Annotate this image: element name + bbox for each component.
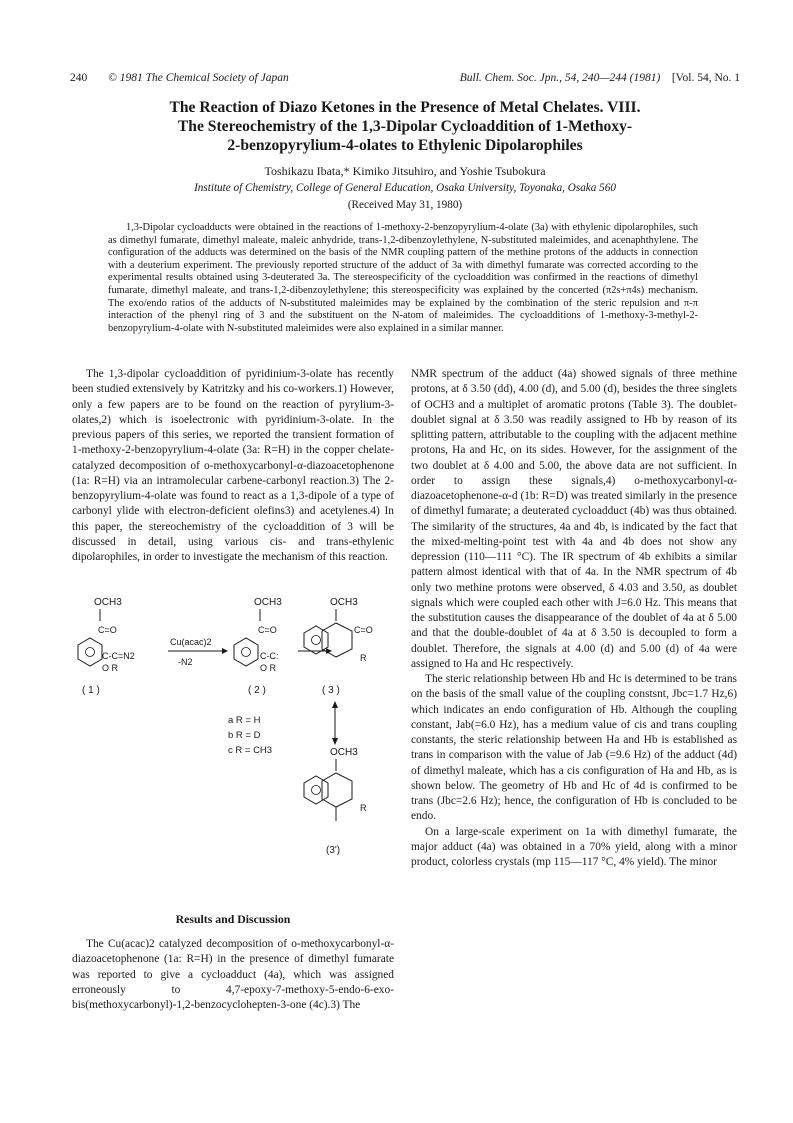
structure-1 [78, 597, 135, 696]
article-title [60, 98, 750, 155]
structure-2-carbonyl: C=O [258, 625, 277, 635]
copyright-line: © 1981 The Chemical Society of Japan [108, 72, 289, 84]
left-column-results [72, 937, 394, 1013]
right-paragraph-2: The steric relationship between Hb and Hc is determined to be trans on the basis of the small value of the coupling constsnt, Jbc=1.7 Hz,6) which indicates an endo configuration of Hb. Although the coupling constant, Jab(=6.0 Hz), has a medium value of cis and trans coupling constants, the steric relationship between Ha and Hb is established as trans in comparison with the value of Jab (=9.6 Hz) of the adduct (4d) of dimethyl maleate, which has a cis configuration of Ha and Hb, as is shown below. The geometry of Hb and Hc of 4d is confirmed to be trans (Jbc=2.6 Hz); hence, the configuration of Hb is concluded to be endo. [411, 673, 737, 823]
variant-a: a R = H [228, 715, 261, 726]
running-head-right [460, 72, 740, 84]
structure-2-substituents: O R [260, 663, 277, 673]
structure-3-och3: OCH3 [330, 597, 358, 608]
structure-3p-och3: OCH3 [330, 747, 358, 758]
reaction-scheme [72, 593, 394, 893]
author-list: Toshikazu Ibata,* Kimiko Jitsuhiro, and Yoshie Tsubokura [264, 164, 546, 178]
affiliation: Institute of Chemistry, College of General Education, Osaka University, Toyonaka, Osaka 560 [194, 182, 616, 194]
running-head-left [70, 72, 289, 84]
page-number: 240 [70, 72, 88, 84]
title-line-2: The Stereochemistry of the 1,3-Dipolar Cycloaddition of 1-Methoxy- [177, 118, 633, 135]
variant-c: c R = CH3 [228, 745, 273, 756]
structure-1-substituents: O R [102, 663, 119, 673]
title-line-1: The Reaction of Diazo Ketones in the Presence of Metal Chelates. VIII. [169, 99, 641, 116]
structure-3-oxygen: C=O [354, 625, 373, 635]
volume-info: [Vol. 54, No. 1 [671, 72, 740, 84]
structure-2 [234, 597, 282, 696]
right-paragraph-1: NMR spectrum of the adduct (4a) showed signals of three methine protons, at δ 3.50 (dd), 4.00 (d), and 5.00 (d), besides the three singlets of OCH3 and a multiplet of aromatic protons (Table 3). The doublet-doublet signal at δ 3.50 was readily assigned to Hb by reason of its splitting pattern, attributable to the coupling with the adjacent methine protons, Ha and Hc, on its sides. However, for the assignment of the two doublet at δ 4.00 and 5.00, the above data are not sufficient. In order to assign these signals,4) o-methoxycarbonyl-α-diazoacetophenone-α-d (1b: R=D) was treated similarly in the presence of dimethyl fumarate; a deuterated cycloadduct (4b) was thus obtained. The similarity of the structures, 4a and 4b, is indicated by the fact that the mixed-melting-point test with 4a and 4b does not show any depression (110—111 °C). The IR spectrum of 4b exhibits a similar pattern almost identical with that of 4a. In the NMR spectrum of 4b only two methine protons were observed, δ 4.03 and 3.50, as doublet signals which were coupled each other with J=6.0 Hz. This means that the substitution causes the disappearance of the doublet of 4a at δ 5.00 and that the double-doublet of 4a at δ 3.50 is decoupled to form a doublet. Therefore, the signals at 4.00 (d) and 5.00 (d) of 4a were assigned to Ha and Hc respectively. [411, 368, 737, 670]
structure-2-carbene: C-C: [260, 651, 279, 661]
journal-citation: Bull. Chem. Soc. Jpn., 54, 240—244 (1981) [459, 72, 661, 84]
intro-paragraph: The 1,3-dipolar cycloaddition of pyridinium-3-olate has recently been studied extensively by Katritzky and his co-workers.1) However, only a few papers are to be found on the reaction of pyrylium-3-olates,2) which is isoelectronic with pyridinium-3-olate. In the previous papers of this series, we reported the transient formation of 1-methoxy-2-benzopyrylium-4-olate (3a: R=H) in the copper chelate-catalyzed decomposition of o-methoxycarbonyl-α-diazoacetophenone (1a: R=H) via an intramolecular carbene-carbonyl reaction.3) The 2-benzopyrylium-4-olate was found to react as a 1,3-dipole of a type of carbonyl ylide with electron-deficient olefins3) and acetylenes.4) In this paper, the stereochemistry of the cycloaddition of 3 will be discussed in detail, using various cis- and trans-ethylenic dipolarophiles, in order to investigate the mechanism of this reaction. [72, 368, 394, 563]
abstract: 1,3-Dipolar cycloadducts were obtained in the reactions of 1-methoxy-2-benzopyrylium-4-olate (3a) with ethylenic dipolarophiles, such as dimethyl fumarate, dimethyl maleate, maleic anhydride, trans-1,2-dibenzoylethylene, N-substituted maleimides, and acenaphthylene. The configuration of the adducts was determined on the basis of the NMR coupling pattern of the methine protons of the adducts in connection with a deuterium experiment. The previously reported structure of the adduct of 3a with dimethyl fumarate was corrected according to the experimental results obtained using 3-deuterated 3a. The stereospecificity of the cycloaddition was confirmed in the reactions of dimethyl fumarate, dimethyl maleate, and trans-1,2-dibenzoylethylene; this stereospecificity was explained by the concerted (π2s+π4s) mechanism. The exo/endo ratios of the adducts of N-substituted maleimides may be explained by the combination of the steric repulsion and π-π interaction of the phenyl ring of 3 and the substituent on the N-atom of maleimides. The cycloadditions of 1-methoxy-3-methyl-2-benzopyrylium-4-olate with N-substituted maleimides were also explained in a similar manner. [108, 222, 698, 334]
structure-3 [304, 597, 373, 696]
compound-label-2: ( 2 ) [248, 685, 266, 696]
running-head [70, 72, 740, 84]
right-column [411, 367, 737, 870]
structure-1-diazo: C-C=N2 [102, 651, 135, 661]
structure-2-och3: OCH3 [254, 597, 282, 608]
structure-1-och3: OCH3 [94, 597, 122, 608]
reagent-label: Cu(acac)2 [170, 637, 212, 647]
left-column-intro [72, 367, 394, 565]
variant-b: b R = D [228, 730, 261, 741]
byproduct-label: -N2 [178, 657, 193, 667]
structure-3-prime [304, 747, 367, 856]
results-paragraph: The Cu(acac)2 catalyzed decomposition of o-methoxycarbonyl-α-diazoacetophenone (1a: R=H) in the presence of dimethyl fumarate was reported to give a cycloadduct (4a), which was assigned erroneously to 4,7-epoxy-7-methoxy-5-endo-6-exo-bis(methoxycarbonyl)-1,2-benzocyclohepten-3-one (4c).3) The [72, 938, 394, 1011]
compound-label-3: ( 3 ) [322, 685, 340, 696]
compound-label-3-prime: (3') [326, 845, 341, 856]
title-line-3: 2-benzopyrylium-4-olates to Ethylenic Dipolarophiles [227, 137, 583, 154]
section-heading: Results and Discussion [175, 912, 291, 926]
compound-label-1: ( 1 ) [82, 685, 100, 696]
received-date: (Received May 31, 1980) [347, 199, 463, 211]
structure-1-carbonyl: C=O [98, 625, 117, 635]
right-paragraph-3: On a large-scale experiment on 1a with dimethyl fumarate, the major adduct (4a) was obtained in a 70% yield, along with a minor product, colorless crystals (mp 115—117 °C, 4% yield). The minor [411, 825, 737, 868]
structure-3-r: R [360, 653, 367, 663]
structure-3p-r: R [360, 803, 367, 813]
